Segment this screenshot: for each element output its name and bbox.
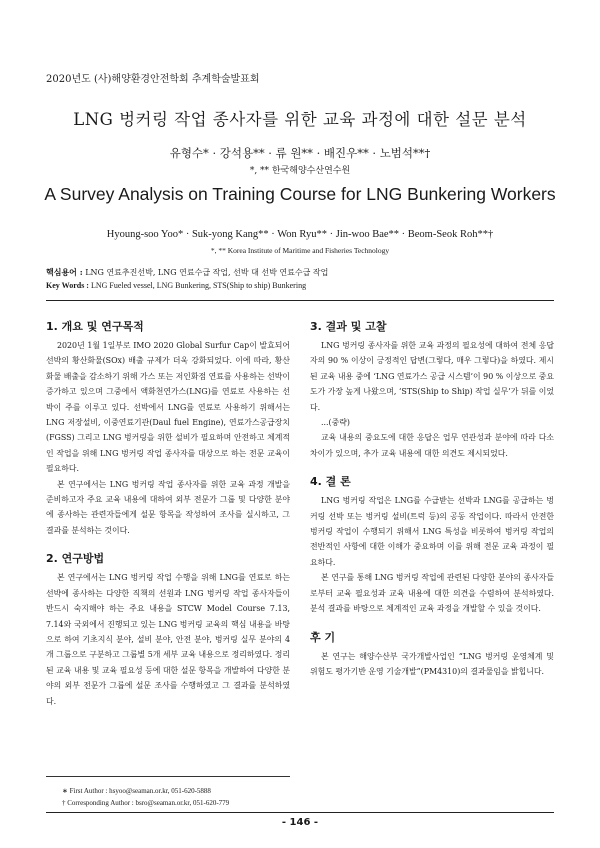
right-column	[310, 318, 554, 679]
page-number: - 146 -	[281, 817, 319, 828]
section-4-heading: 4. 결 론	[310, 475, 351, 489]
section-3-paragraph-3: 교육 내용의 중요도에 대한 응답은 업무 연관성과 분야에 따라 다소 차이가 있으며, 추가 교육 내용에 대한 의견도 제시되었다.	[310, 433, 554, 458]
keywords-english-label: Key Words :	[46, 281, 89, 290]
section-1-heading: 1. 개요 및 연구목적	[46, 320, 144, 333]
page-divider	[46, 812, 554, 813]
keywords-english	[46, 281, 306, 290]
keywords-english-text: LNG Fueled vessel, LNG Bunkering, STS(Ship to ship) Bunkering	[88, 281, 307, 290]
keywords-korean	[46, 267, 328, 278]
conference-header: 2020년도 (사)해양환경안전학회 추계학술발표회	[46, 74, 260, 85]
acknowledgment-paragraph: 본 연구는 해양수산부 국가개발사업인 “LNG 벙커링 운영체계 및 위험도 평가기반 운영 기술개발”(PM4310)의 결과물임을 밝힙니다.	[310, 651, 554, 676]
section-4-paragraph-2: 본 연구를 통해 LNG 벙커링 작업에 관련된 다양한 분야의 종사자들로부터 교육 필요성과 교육 내용에 대한 의견을 수렴하여 분석하였다. 분석 결과를 바탕으로 체계적인 교육 과정을 개발할 수 있을 것이다.	[310, 573, 554, 614]
section-1-paragraph-2: 본 연구에서는 LNG 벙커링 작업 종사자를 위한 교육 과정 개발을 준비하고자 주요 교육 내용에 대하여 외부 전문가 그룹 및 다양한 분야에 종사하는 관련자들에게 설문 항목을 작성하여 조사를 실시하고, 그 결과를 분석하는 것이다.	[46, 479, 290, 535]
section-2-paragraph-1: 본 연구에서는 LNG 벙커링 작업 수행을 위해 LNG를 연료로 하는 선박에 종사하는 다양한 직책의 선원과 LNG 벙커링 작업 종사자들이 반드시 숙지해야 하는 주요 내용을 STCW Model Course 7.13, 7.14와 국외에서 진행되고 있는 LNG 벙커링 교육의 핵심 내용을 바탕으로 하여 기초지식 분야, 설비 분야, 안전 분야, 벙커링 실무 분야의 4개 그룹으로 구분하고 그룹별 5개 세부 교육 내용으로 정리하였다. 정리된 교육 내용 및 교육 필요성 등에 대한 설문 항목을 개발하여 다양한 분야의 외부 전문가 그룹에 설문 조사를 수행하였고 그 결과를 분석하였다.	[46, 573, 290, 706]
paper-title-korean: LNG 벙커링 작업 종사자를 위한 교육 과정에 대한 설문 분석	[73, 110, 527, 129]
acknowledgment-heading: 후 기	[310, 630, 336, 644]
footnote-divider	[46, 776, 290, 777]
section-3-paragraph-2: ...(중략)	[321, 418, 350, 428]
paper-title-english: A Survey Analysis on Training Course for LNG Bunkering Workers	[44, 184, 556, 204]
section-4-paragraph-1: LNG 벙커링 작업은 LNG를 수급받는 선박과 LNG를 공급하는 벙커링 선박 또는 벙커링 설비(트럭 등)의 공동 작업이다. 따라서 안전한 벙커링 작업이 수행되기 위해서 LNG 특성을 비롯하여 벙커링 작업의 전반적인 사항에 대한 이해가 중요하며 이를 위해 전문 교육 과정이 필요하다.	[310, 496, 554, 567]
keywords-korean-label: 핵심용어 :	[46, 267, 83, 277]
authors-english: Hyoung-soo Yoo* · Suk-yong Kang** · Won Ryu** · Jin-woo Bae** · Beom-Seok Roh**†	[106, 229, 494, 240]
keywords-korean-text: LNG 연료추진선박, LNG 연료수급 작업, 선박 대 선박 연료수급 작업	[82, 268, 329, 277]
footnote-corresponding-author: † Corresponding Author : bsro@seaman.or.kr, 051-620-779	[62, 799, 230, 807]
left-column	[46, 318, 290, 709]
affiliation-korean: *, ** 한국해양수산연수원	[249, 166, 351, 176]
header-divider	[46, 300, 554, 301]
section-3-heading: 3. 결과 및 고찰	[310, 320, 387, 333]
section-1-paragraph-1: 2020년 1월 1일부로 IMO 2020 Global Surfur Cap이 발효되어 선박의 황산화물(SOx) 배출 규제가 더욱 강화되었다. 이에 따라, 황산화물 배출을 감소하기 위해 가스 또는 저인화점 연료를 사용하는 선박이 증가하고 있으며 그중에서 액화천연가스(LNG)를 연료로 사용하는 선박이 주를 이루고 있다. 선박에서 LNG를 연료로 사용하기 위해서는 LNG 저장설비, 이중연료기관(Daul fuel Engine), 연료가스공급장치(FGSS) 그리고 LNG 벙커링을 위한 설비가 필요하며 안전하고 체계적인 작업을 위해 LNG 벙커링 작업 종사자를 대상으로 하는 전문 교육이 필요하다.	[46, 341, 290, 474]
authors-korean: 유형수* · 강석용** · 류 원** · 배진우** · 노범석**†	[169, 146, 431, 160]
affiliation-english: *, ** Korea Institute of Maritime and Fisheries Technology	[210, 246, 390, 255]
section-2-heading: 2. 연구방법	[46, 552, 105, 566]
section-3-paragraph-1: LNG 벙커링 종사자를 위한 교육 과정의 필요성에 대하여 전체 응답자의 90 % 이상이 긍정적인 답변(그렇다, 매우 그렇다)을 하였다. 제시된 교육 내용 중에 ‘LNG 연료가스 공급 시스템’이 90 % 이상으로 중요도가 가장 높게 나왔으며, ‘STS(Ship to Ship) 작업 실무’가 뒤를 이었다.	[310, 341, 554, 412]
footnote-first-author: ∗ First Author : hsyoo@seaman.or.kr, 051-620-5888	[62, 787, 211, 795]
